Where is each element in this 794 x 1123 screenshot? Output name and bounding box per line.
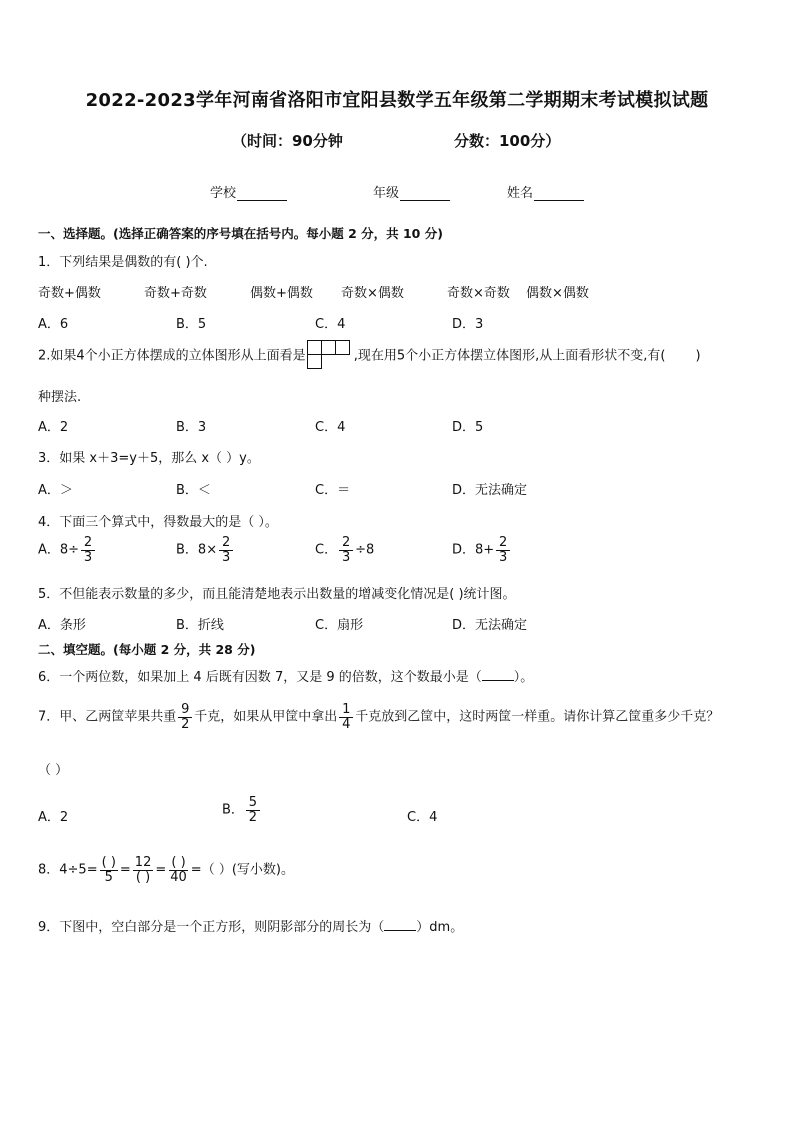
question-7: 7．甲、乙两筐苹果共重 $\frac{9}{2}$ 千克，如果从甲筐中拿出 $\frac{1}{4}$ 千克放到乙筐中，这时两筐一样重。请你计算乙筐重多少千克？ [38,702,720,732]
question-8: 8．4÷5= $\frac{( )}{5}$ = $\frac{12}{( )}$ = $\frac{( )}{40}$ =（ ）(写小数)。 [38,855,294,885]
top-view-shape-icon [307,340,353,372]
q2-option-b: B．3 [176,420,207,435]
q1-expr-1: 奇数+偶数 [38,286,101,301]
q1-option-a: A．6 [38,317,69,332]
q7-option-a: A．2 [38,810,69,825]
q7-option-b: B． $\frac{5}{2}$ [222,796,262,824]
fraction: $\frac{2}{3}$ [339,536,353,564]
q1-option-b: B．5 [176,317,207,332]
fraction: $\frac{1}{4}$ [339,703,353,731]
q4-option-b: B．8× $\frac{2}{3}$ [176,536,235,564]
q4-option-d: D．8+ $\frac{2}{3}$ [452,536,512,564]
score-label: 分数：100分） [454,132,561,150]
q3-option-d: D．无法确定 [452,483,528,498]
question-1: 1．下列结果是偶数的有( )个. [38,255,208,270]
fraction: $\frac{9}{2}$ [178,703,192,731]
question-2-cont: 种摆法. [38,390,82,405]
fraction: $\frac{( )}{40}$ [170,855,187,885]
question-2: 2.如果4个小正方体摆成的立体图形从上面看是 ,现在用5个小正方体摆立体图形,从上面看形状不变,有( ) [38,340,701,372]
grade-field: 年级 [373,182,450,201]
time-label: （时间：90分钟 [232,132,343,150]
page-title: 2022-2023学年河南省洛阳市宜阳县数学五年级第二学期期末考试模拟试题 [85,90,709,111]
q3-option-c: C．＝ [315,483,351,498]
question-3: 3．如果 x＋3=y＋5，那么 x（ ）y。 [38,451,260,466]
school-field: 学校 [210,182,287,201]
q1-expr-6: 偶数×偶数 [526,286,589,301]
q1-expr-2: 奇数+奇数 [144,286,207,301]
q1-option-c: C．4 [315,317,346,332]
q2-option-a: A．2 [38,420,69,435]
q2-option-d: D．5 [452,420,484,435]
q7-option-c: C．4 [407,810,438,825]
fraction: $\frac{5}{2}$ [246,796,260,824]
q5-option-d: D．无法确定 [452,618,528,633]
fraction: $\frac{12}{( )}$ [134,855,152,885]
q1-expr-4: 奇数×偶数 [341,286,404,301]
question-4: 4．下面三个算式中，得数最大的是（ ）。 [38,515,278,530]
q4-option-a: A．8÷ $\frac{2}{3}$ [38,536,97,564]
question-5: 5．不但能表示数量的多少，而且能清楚地表示出数量的增减变化情况是( )统计图。 [38,587,516,602]
name-field: 姓名 [507,182,584,201]
q5-option-b: B．折线 [176,618,224,633]
q3-option-a: A．＞ [38,483,73,498]
question-9: 9．下图中，空白部分是一个正方形，则阴影部分的周长为（ ）dm。 [38,920,464,935]
q1-expr-3: 偶数+偶数 [250,286,313,301]
question-6: 6．一个两位数，如果加上 4 后既有因数 7，又是 9 的倍数，这个数最小是（ ）。 [38,670,534,685]
q5-option-c: C．扇形 [315,618,364,633]
q5-option-a: A．条形 [38,618,86,633]
section-1-title: 一、选择题。(选择正确答案的序号填在括号内。每小题 2 分，共 10 分) [38,226,443,241]
q1-option-d: D．3 [452,317,484,332]
fraction: $\frac{( )}{5}$ [101,855,116,885]
q2-option-c: C．4 [315,420,346,435]
fraction: $\frac{2}{3}$ [496,536,510,564]
q4-option-c: C． $\frac{2}{3}$ ÷8 [315,535,375,565]
fraction: $\frac{2}{3}$ [81,536,95,564]
q7-answer-paren: （ ） [38,763,69,778]
q1-expr-5: 奇数×奇数 [447,286,510,301]
section-2-title: 二、填空题。(每小题 2 分，共 28 分) [38,642,256,657]
fraction: $\frac{2}{3}$ [219,536,233,564]
q3-option-b: B．＜ [176,483,211,498]
